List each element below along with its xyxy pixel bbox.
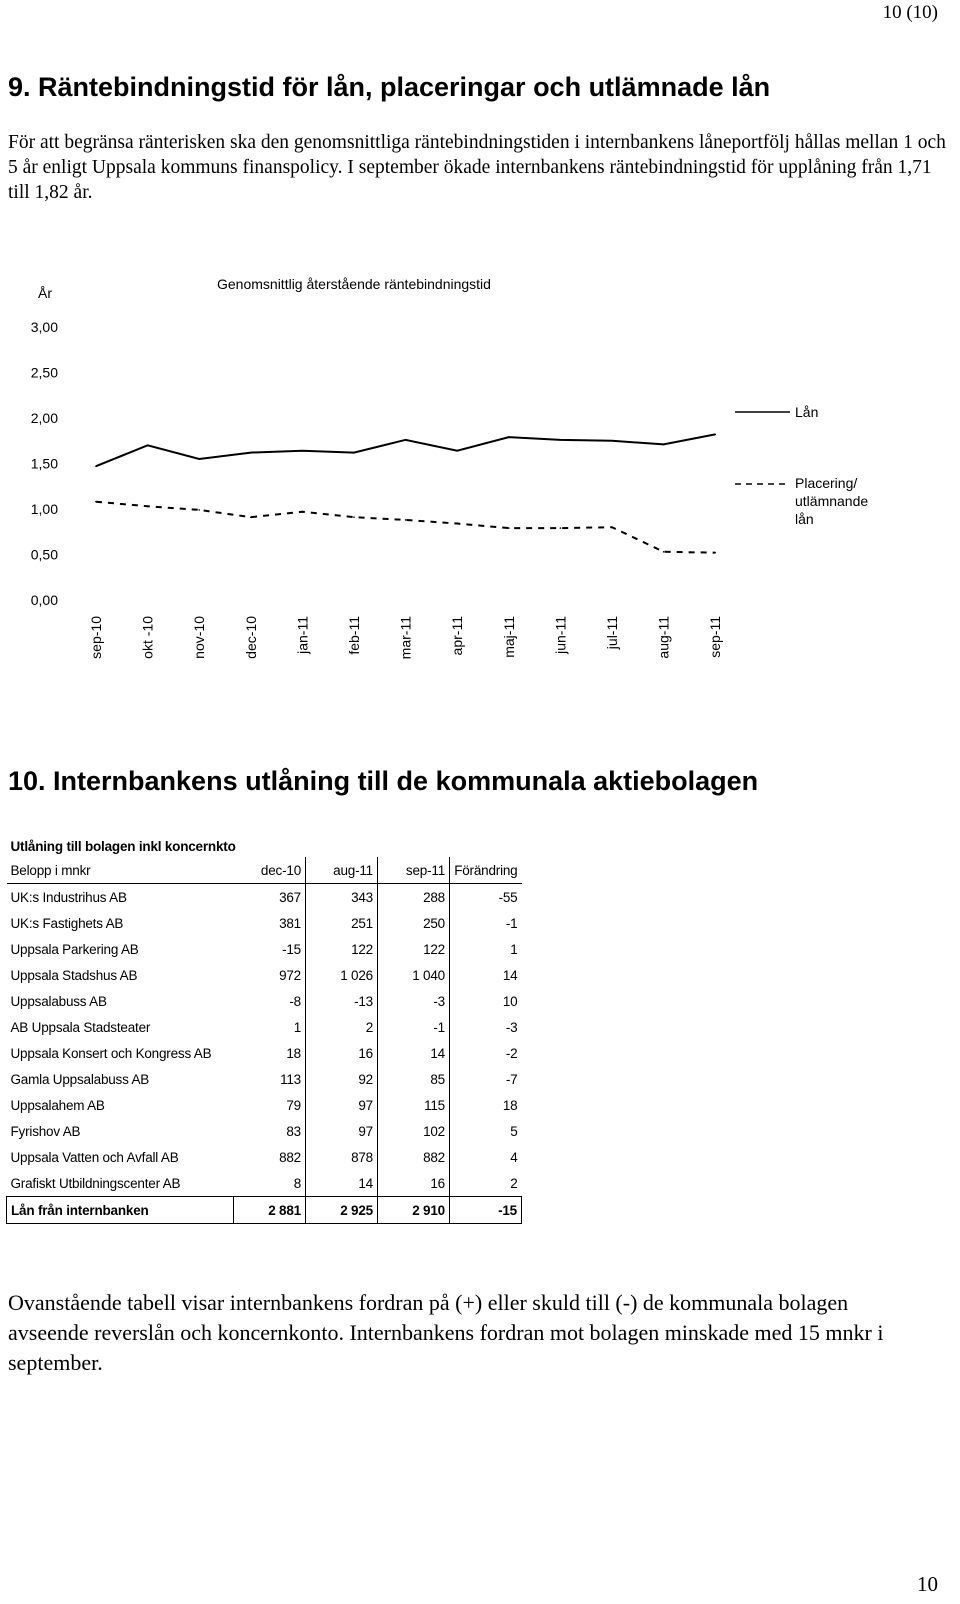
data-point-placements [611, 526, 613, 528]
y-tick-label: 0,00 [30, 592, 58, 608]
x-tick-label: jan-11 [294, 616, 311, 654]
data-point-loans [353, 452, 355, 454]
row-cell-change: 10 [502, 993, 518, 1009]
row-cell-change: 2 [510, 1175, 518, 1191]
data-point-placements [147, 505, 149, 507]
row-cell-change: -2 [505, 1045, 518, 1061]
row-cell-dec10: 1 [234, 1014, 306, 1040]
table-row [7, 1014, 522, 1040]
header-cell-change: Förändring [450, 857, 522, 884]
row-cell-aug11: 97 [306, 1092, 378, 1118]
table-row [7, 910, 522, 936]
page-number: 10 [917, 1572, 938, 1596]
row-cell-dec10: 367 [234, 884, 306, 911]
row-cell-name: Uppsala Konsert och Kongress AB [10, 1045, 212, 1061]
row-cell-aug11: 878 [306, 1144, 378, 1170]
row-cell-name: Uppsala Parkering AB [10, 941, 139, 957]
row-cell-aug11: 16 [306, 1040, 378, 1066]
row-cell-name: Grafiskt Utbildningscenter AB [10, 1175, 181, 1191]
total-cell-name: Lån från internbanken [7, 1197, 234, 1224]
y-tick-label: 2,00 [30, 410, 58, 426]
row-cell-sep11: 122 [378, 936, 450, 962]
chart-legend [735, 404, 872, 527]
x-tick-label: feb-11 [346, 616, 362, 655]
row-cell-dec10: 972 [234, 962, 306, 988]
row-cell-name: Uppsalahem AB [10, 1097, 105, 1113]
data-point-loans [560, 439, 562, 441]
table-caption-row [7, 835, 522, 857]
table-row [7, 1144, 522, 1170]
x-tick-label: sep-11 [707, 616, 724, 658]
row-cell-sep11: 250 [378, 910, 450, 936]
row-cell-sep11: 1 040 [378, 962, 450, 988]
row-cell-name: Uppsala Vatten och Avfall AB [10, 1149, 179, 1165]
total-cell-dec10: 2 881 [234, 1197, 306, 1224]
row-cell-change: -1 [505, 915, 518, 931]
x-tick-label: mar-11 [397, 616, 414, 660]
x-tick-label: okt -10 [139, 616, 156, 659]
data-point-placements [353, 516, 355, 518]
row-cell-aug11: 1 026 [306, 962, 378, 988]
table-row [7, 962, 522, 988]
table-row [7, 988, 522, 1014]
section-10-paragraph: Ovanstående tabell visar internbankens fordran på (+) eller skuld till (-) de kommunala bolagen avseende reverslån och koncernkonto. Internbankens fordran mot bolagen minskade med 15 mnkr i september. [8, 1290, 884, 1375]
row-cell-name: AB Uppsala Stadsteater [10, 1019, 151, 1035]
series-line-placements [96, 502, 715, 553]
row-cell-aug11: -13 [306, 988, 378, 1014]
row-cell-aug11: 2 [306, 1014, 378, 1040]
data-point-loans [611, 440, 613, 442]
loan-table [6, 835, 522, 1224]
row-cell-sep11: 102 [378, 1118, 450, 1144]
header-cell-sep11: sep-11 [378, 857, 450, 884]
data-point-loans [250, 452, 252, 454]
row-cell-change: -3 [505, 1019, 518, 1035]
section-9-title: 9. Räntebindningstid för lån, placeringar och utlämnade lån [8, 72, 771, 102]
series-layer [95, 434, 716, 554]
row-cell-sep11: 85 [378, 1066, 450, 1092]
table-row [7, 936, 522, 962]
row-cell-dec10: 381 [234, 910, 306, 936]
data-point-loans [302, 450, 304, 452]
y-tick-label: 0,50 [30, 546, 58, 563]
x-tick-label: sep-10 [88, 616, 104, 659]
total-cell-change: -15 [450, 1197, 522, 1224]
x-tick-label: jul-11 [604, 616, 620, 650]
row-cell-sep11: 882 [378, 1144, 450, 1170]
row-cell-sep11: -1 [378, 1014, 450, 1040]
row-cell-aug11: 97 [306, 1118, 378, 1144]
row-cell-change: 18 [502, 1097, 518, 1113]
row-cell-sep11: 14 [378, 1040, 450, 1066]
table-row [7, 884, 522, 911]
data-point-placements [663, 551, 665, 553]
row-cell-name: UK:s Fastighets AB [10, 915, 124, 931]
x-tick-label: apr-11 [449, 616, 466, 656]
row-cell-name: Uppsalabuss AB [10, 993, 107, 1009]
data-point-loans [147, 445, 149, 447]
row-cell-dec10: -8 [234, 988, 306, 1014]
row-cell-name: Uppsala Stadshus AB [10, 967, 138, 983]
y-tick-label: 2,50 [30, 364, 58, 381]
data-point-loans [508, 436, 510, 438]
row-cell-sep11: 288 [378, 884, 450, 911]
table-total-row [7, 1197, 522, 1224]
data-point-loans [456, 450, 458, 452]
row-cell-name: Gamla Uppsalabuss AB [10, 1071, 150, 1087]
x-tick-label: nov-10 [191, 616, 208, 659]
data-point-placements [714, 552, 716, 554]
row-cell-name: UK:s Industrihus AB [10, 889, 127, 905]
data-point-loans [405, 439, 407, 441]
table-row [7, 1066, 522, 1092]
table-row [7, 1170, 522, 1197]
section-9-paragraph: För att begränsa ränterisken ska den genomsnittliga räntebindningstiden i internbankens låneportfölj hållas mellan 1 och 5 år enligt Uppsala kommuns finanspolicy. I september ökade internbankens räntebindningstid för upplåning från 1,71 till 1,82 år. [8, 132, 946, 203]
row-cell-change: 5 [510, 1123, 518, 1139]
row-cell-aug11: 92 [306, 1066, 378, 1092]
data-point-placements [405, 519, 407, 521]
legend-label-loans: Lån [795, 404, 819, 420]
row-cell-change: -55 [498, 889, 518, 905]
row-cell-aug11: 343 [306, 884, 378, 911]
data-point-placements [95, 501, 97, 503]
header-cell-name: Belopp i mnkr [7, 857, 234, 884]
data-point-placements [560, 527, 562, 529]
table-row [7, 1092, 522, 1118]
row-cell-name: Fyrishov AB [10, 1123, 81, 1139]
table-row [7, 1118, 522, 1144]
section-10-title: 10. Internbankens utlåning till de kommunala aktiebolagen [8, 766, 759, 796]
x-tick-label: aug-11 [655, 616, 672, 659]
table-caption: Utlåning till bolagen inkl koncernkto [10, 838, 236, 854]
legend-label-placements: Placering/ utlämnande lån [795, 475, 869, 527]
row-cell-sep11: -3 [378, 988, 450, 1014]
total-cell-sep11: 2 910 [378, 1197, 450, 1224]
row-cell-dec10: -15 [234, 936, 306, 962]
table-row [7, 1040, 522, 1066]
y-tick-label: 1,00 [30, 501, 58, 517]
chart-title: Genomsnittlig återstående räntebindningstid [217, 276, 491, 292]
row-cell-dec10: 79 [234, 1092, 306, 1118]
data-point-placements [456, 523, 458, 525]
data-point-loans [714, 434, 716, 436]
x-tick-label: dec-10 [242, 616, 259, 659]
y-axis [31, 319, 58, 608]
interest-binding-chart [0, 270, 960, 690]
header-cell-aug11: aug-11 [306, 857, 378, 884]
header-cell-dec10: dec-10 [234, 857, 306, 884]
data-point-loans [663, 444, 665, 446]
row-cell-change: 14 [502, 967, 518, 983]
row-cell-dec10: 18 [234, 1040, 306, 1066]
table-header-row [7, 857, 522, 884]
row-cell-dec10: 8 [234, 1170, 306, 1197]
row-cell-aug11: 14 [306, 1170, 378, 1197]
row-cell-change: 4 [510, 1149, 518, 1165]
data-point-placements [250, 516, 252, 518]
row-cell-change: -7 [505, 1071, 518, 1087]
row-cell-aug11: 122 [306, 936, 378, 962]
x-axis [88, 616, 723, 660]
row-cell-sep11: 16 [378, 1170, 450, 1197]
row-cell-dec10: 113 [234, 1066, 306, 1092]
row-cell-sep11: 115 [378, 1092, 450, 1118]
x-tick-label: jun-11 [552, 616, 569, 654]
data-point-placements [302, 511, 304, 513]
data-point-loans [95, 465, 97, 467]
row-cell-change: 1 [510, 941, 518, 957]
row-cell-dec10: 882 [234, 1144, 306, 1170]
data-point-loans [198, 458, 200, 460]
page-header: 10 (10) [882, 2, 938, 23]
total-cell-aug11: 2 925 [306, 1197, 378, 1224]
x-tick-label: maj-11 [500, 616, 517, 658]
chart-ylabel: År [38, 285, 52, 301]
row-cell-dec10: 83 [234, 1118, 306, 1144]
y-tick-label: 3,00 [30, 319, 58, 335]
data-point-placements [198, 509, 200, 511]
table-body [7, 884, 522, 1197]
row-cell-aug11: 251 [306, 910, 378, 936]
data-point-placements [508, 527, 510, 529]
y-tick-label: 1,50 [30, 455, 58, 472]
